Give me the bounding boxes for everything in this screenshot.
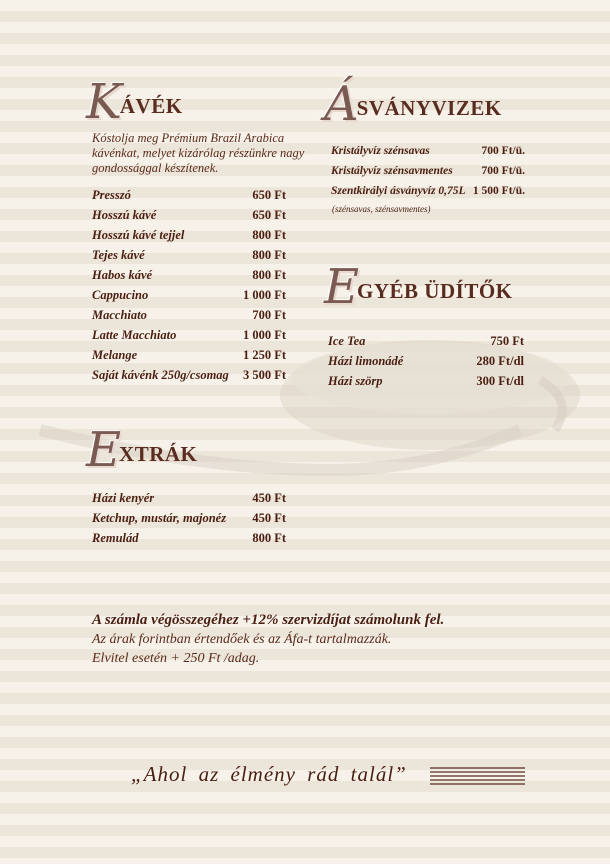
coffee-item-name: Cappucino <box>92 288 149 302</box>
water-item-price: 700 Ft/ü. <box>481 165 525 177</box>
drinks-title-rest: GYÉB ÜDÍTŐK <box>357 279 513 303</box>
coffee-item-price: 1 000 Ft <box>242 328 286 342</box>
takeaway-note: Elvitel esetén + 250 Ft /adag. <box>92 651 260 666</box>
water-item-price: 1 500 Ft/ü. <box>472 185 525 197</box>
coffee-item <box>92 288 286 308</box>
coffee-item-name: Macchiato <box>92 308 147 322</box>
coffee-item-name: Habos kávé <box>92 268 153 282</box>
water-item-name: Szentkirályi ásványvíz 0,75L <box>331 185 466 197</box>
drinks-item-price: 280 Ft/dl <box>476 354 524 368</box>
water-item <box>331 165 525 185</box>
extras-item <box>92 511 286 531</box>
water-item <box>331 185 525 205</box>
coffee-item <box>92 248 286 268</box>
coffee-item-price: 800 Ft <box>252 248 286 262</box>
coffee-item <box>92 368 286 388</box>
coffee-item-price: 3 500 Ft <box>242 368 286 382</box>
vat-note: Az árak forintban értendőek és az Áfa-t tartalmazzák. <box>92 632 392 647</box>
drinks-list <box>328 331 524 391</box>
coffee-item <box>92 308 286 328</box>
drinks-item-name: Házi limonádé <box>328 354 404 368</box>
coffee-item-price: 1 000 Ft <box>242 288 286 302</box>
service-charge-note: A számla végösszegéhez +12% szervizdíjat számolunk fel. <box>92 612 445 628</box>
extras-item-price: 800 Ft <box>252 531 286 545</box>
coffee-item-name: Hosszú kávé tejjel <box>92 228 185 242</box>
coffee-item-price: 650 Ft <box>252 208 286 222</box>
coffee-item <box>92 228 286 248</box>
coffee-section-title <box>86 74 183 130</box>
coffee-intro: Kóstolja meg Prémium Brazil Arabica kávénkat, melyet kizárólag részünkre nagy gondossággal készítenek. <box>92 131 305 175</box>
extras-item <box>92 491 286 511</box>
drinks-title-initial: E <box>324 259 360 315</box>
water-section-title <box>324 76 502 132</box>
water-note: (szénsavas, szénsavmentes) <box>332 204 431 214</box>
coffee-item-price: 1 250 Ft <box>242 348 286 362</box>
coffee-item-name: Presszó <box>92 188 131 202</box>
extras-item-price: 450 Ft <box>252 511 286 525</box>
drinks-item-price: 750 Ft <box>490 334 524 348</box>
water-item-name: Kristályvíz szénsavmentes <box>331 165 453 177</box>
coffee-item-name: Melange <box>92 348 138 362</box>
extras-item-name: Házi kenyér <box>92 491 155 505</box>
coffee-title-rest: ÁVÉK <box>119 94 183 118</box>
water-item-price: 700 Ft/ü. <box>481 145 525 157</box>
drinks-item-name: Ice Tea <box>328 334 366 348</box>
decorative-lines <box>430 767 526 787</box>
water-item <box>331 145 525 165</box>
extras-section-title <box>86 422 198 478</box>
extras-title-rest: XTRÁK <box>119 442 198 466</box>
coffee-item-name: Saját kávénk 250g/csomag <box>92 368 229 382</box>
drinks-item <box>328 331 524 351</box>
water-title-rest: SVÁNYVIZEK <box>356 96 502 120</box>
extras-item-name: Remulád <box>92 531 139 545</box>
water-list <box>331 145 525 205</box>
coffee-item-price: 800 Ft <box>252 228 286 242</box>
drinks-item-price: 300 Ft/dl <box>476 374 524 388</box>
coffee-item-price: 700 Ft <box>252 308 286 322</box>
extras-item-price: 450 Ft <box>252 491 286 505</box>
coffee-item <box>92 188 286 208</box>
drinks-section-title <box>324 259 513 315</box>
coffee-item <box>92 268 286 288</box>
coffee-title-initial: K <box>86 74 122 130</box>
coffee-item-name: Tejes kávé <box>92 248 145 262</box>
coffee-item-name: Hosszú kávé <box>92 208 157 222</box>
motto: „Ahol az élmény rád talál” <box>131 762 407 786</box>
drinks-item-name: Házi szörp <box>328 374 383 388</box>
extras-item <box>92 531 286 551</box>
coffee-item-price: 650 Ft <box>252 188 286 202</box>
extras-title-initial: E <box>86 422 122 478</box>
extras-item-name: Ketchup, mustár, majonéz <box>92 511 227 525</box>
water-title-initial: Á <box>324 76 359 132</box>
coffee-item-price: 800 Ft <box>252 268 286 282</box>
drinks-item <box>328 351 524 371</box>
coffee-list <box>92 188 286 388</box>
drinks-item <box>328 371 524 391</box>
water-item-name: Kristályvíz szénsavas <box>331 145 430 157</box>
footer-notes <box>92 610 444 668</box>
coffee-item <box>92 208 286 228</box>
coffee-item <box>92 328 286 348</box>
extras-list <box>92 491 286 551</box>
coffee-item <box>92 348 286 368</box>
coffee-item-name: Latte Macchiato <box>92 328 177 342</box>
